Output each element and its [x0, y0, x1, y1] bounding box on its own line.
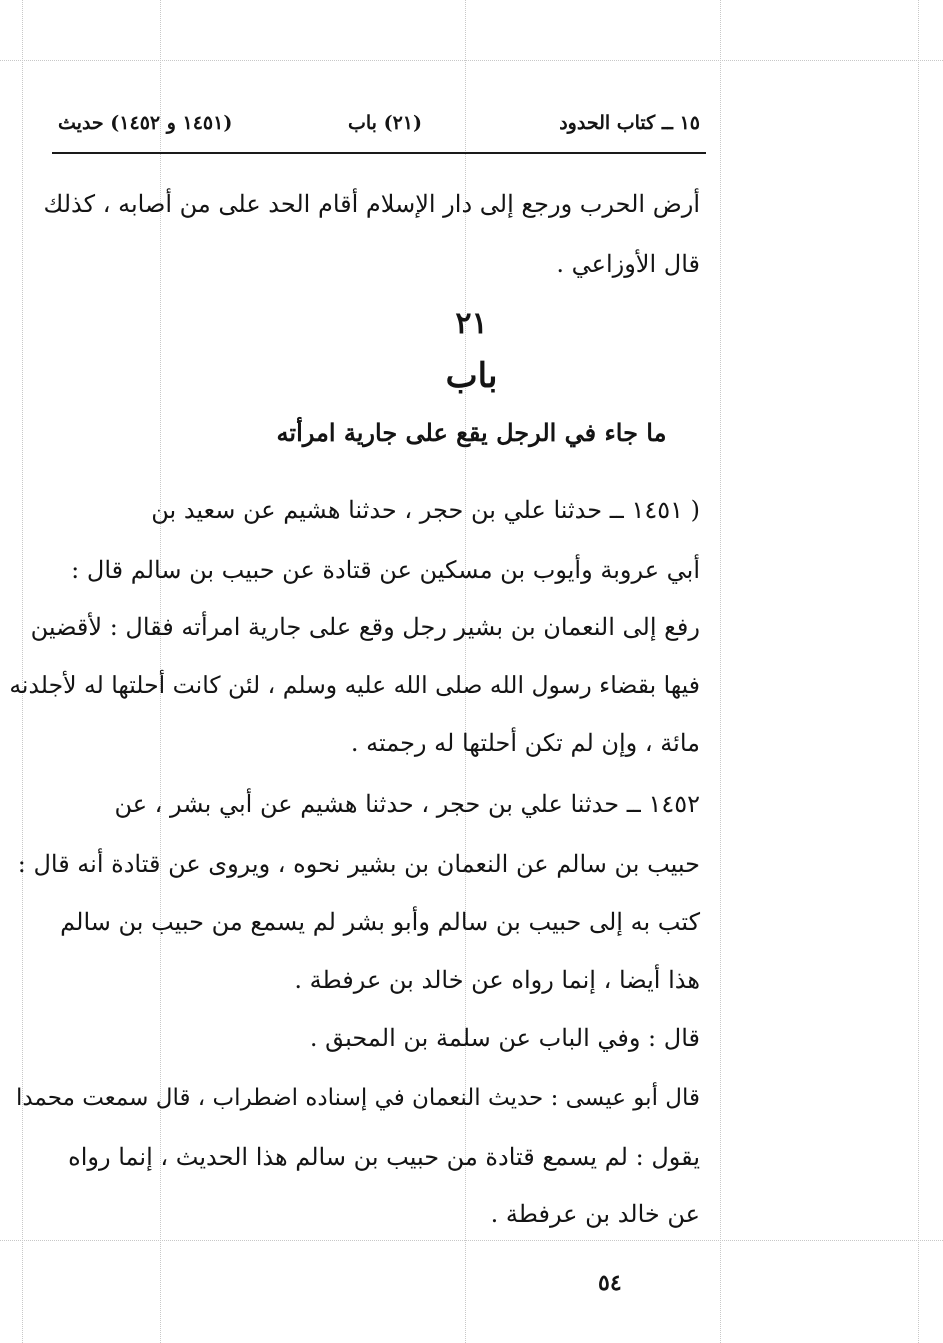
hadith-1452-line: هذا أيضا ، إنما رواه عن خالد بن عرفطة .	[294, 966, 700, 994]
abu-isa-line: قال أبو عيسى : حديث النعمان في إسناده اضطراب ، قال سمعت محمدا	[15, 1085, 700, 1111]
header-rule	[52, 152, 706, 154]
scan-artifact-line	[0, 60, 943, 61]
scan-artifact-line	[0, 1240, 943, 1241]
chapter-word: باب	[445, 356, 498, 396]
hadith-1452-line: حبيب بن سالم عن النعمان بن بشير نحوه ، ويروى عن قتادة أنه قال :	[17, 850, 700, 878]
running-head-hadith-range: (١٤٥١ و ١٤٥٢) حديث	[58, 112, 233, 134]
page-number: ٥٤	[598, 1270, 622, 1296]
running-head-section: (٢١) باب	[348, 112, 422, 134]
intro-line: قال الأوزاعي .	[556, 250, 700, 278]
hadith-1451-line: فيها بقضاء رسول الله صلى الله عليه وسلم ، لئن كانت أحلتها له لأجلدنه	[9, 671, 700, 699]
abu-isa-line: عن خالد بن عرفطة .	[490, 1200, 700, 1228]
hadith-1452-line: كتب به إلى حبيب بن سالم وأبو بشر لم يسمع من حبيب بن سالم	[60, 908, 700, 936]
hadith-1451-line: أبي عروبة وأيوب بن مسكين عن قتادة عن حبيب بن سالم قال :	[71, 556, 700, 584]
hadith-1451-line: رفع إلى النعمان بن بشير رجل وقع على جارية امرأته فقال : لأقضين	[30, 613, 700, 641]
hadith-1451-line: مائة ، وإن لم تكن أحلتها له رجمته .	[350, 729, 700, 757]
scan-artifact-line	[918, 0, 919, 1343]
intro-line: أرض الحرب ورجع إلى دار الإسلام أقام الحد على من أصابه ، كذلك	[43, 190, 700, 218]
chapter-title: ما جاء في الرجل يقع على جارية امرأته	[276, 418, 667, 447]
hadith-1451-line: ( ١٤٥١ ــ حدثنا علي بن حجر ، حدثنا هشيم عن سعيد بن	[151, 496, 700, 524]
in-the-chapter-line: قال : وفي الباب عن سلمة بن المحبق .	[309, 1024, 700, 1052]
hadith-1452-line: ١٤٥٢ ــ حدثنا علي بن حجر ، حدثنا هشيم عن أبي بشر ، عن	[114, 790, 700, 818]
abu-isa-line: يقول : لم يسمع قتادة من حبيب بن سالم هذا الحديث ، إنما رواه	[68, 1143, 700, 1171]
scan-artifact-line	[720, 0, 721, 1343]
running-head-chapter: ١٥ ــ كتاب الحدود	[559, 112, 700, 134]
chapter-number: ٢١	[455, 306, 488, 341]
